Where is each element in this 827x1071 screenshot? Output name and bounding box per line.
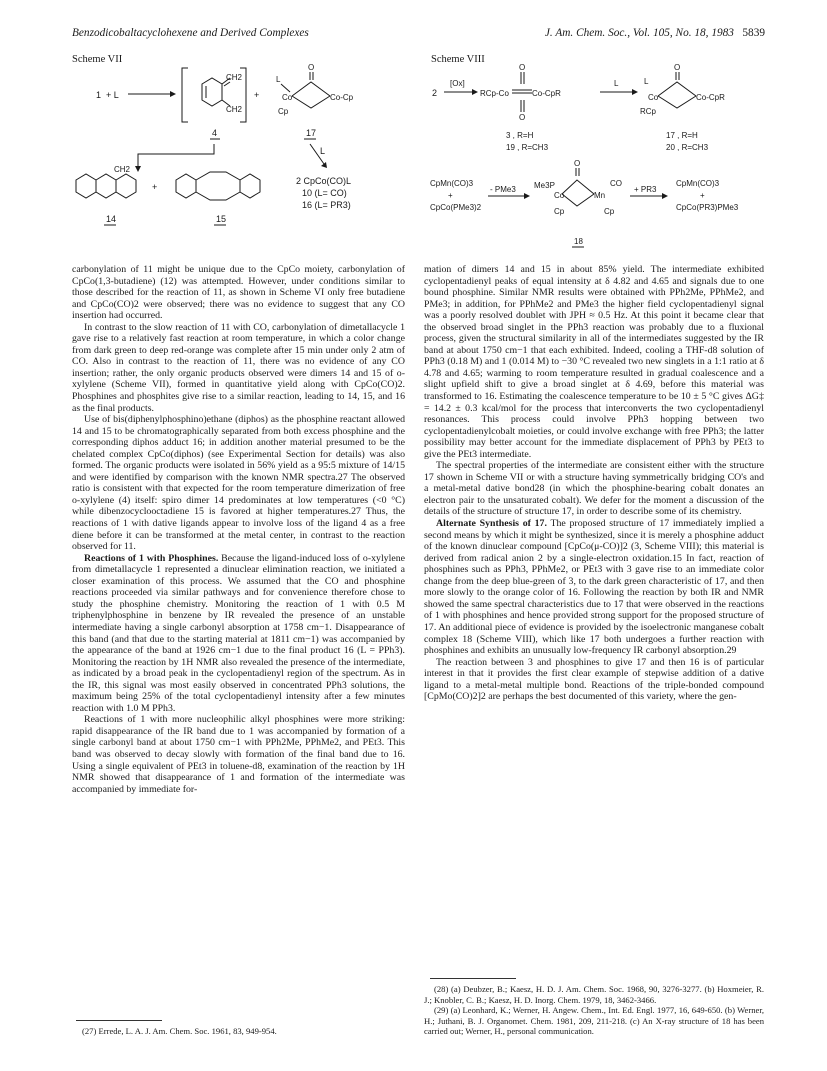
complex17-o: O: [308, 63, 315, 72]
label-3: 3 , R=H: [506, 131, 534, 140]
prod-cpmn: CpMn(CO)3: [676, 179, 720, 188]
complex17-l: L: [276, 75, 281, 84]
journal-citation: [545, 27, 765, 39]
reactant-cpmn: CpMn(CO)3: [430, 179, 474, 188]
plus-pr3: + PR3: [634, 185, 657, 194]
paragraph: In contrast to the slow reaction of 11 with CO, carbonylation of dimetallacycle 1 gave rise to a relatively fast reaction at room temperature, in which a color change from dark green to deep red-orange was complete after 15 min under only 2 atm of CO. Also in contrast to the reaction of 11, there was no evidence of any CO insertion; rather, the only organic products observed were dimers 14 and 15 of o-xylylene (Scheme VII), formed in quantitative yield along with CpCo(CO)2. Phosphines and phosphites give rise to a similar reaction, leading to 14, 15, and 16 as the final products.: [72, 321, 405, 414]
complex17-co-left: Co: [282, 93, 293, 102]
co-cpr: Co-CpR: [532, 89, 561, 98]
cp-right: Cp: [604, 207, 615, 216]
arrow-l: L: [614, 79, 619, 88]
scheme-viii-figure: [428, 62, 768, 262]
prod-l: L: [644, 77, 649, 86]
label-20: 20 , R=CH3: [666, 143, 709, 152]
prod-o: O: [674, 63, 681, 72]
o-top2: O: [574, 159, 581, 168]
mn-center: Mn: [594, 191, 606, 200]
complex17-cp: Cp: [278, 107, 289, 116]
product-16: 16 (L= PR3): [302, 200, 351, 210]
dimer-plus: +: [152, 182, 158, 192]
minus-pme3: - PMe3: [490, 185, 516, 194]
label-15: 15: [216, 214, 227, 224]
prod-rcp: RCp: [640, 107, 657, 116]
xylylene-ch2-top: CH2: [226, 73, 243, 82]
reactant-plus: +: [448, 191, 453, 200]
prod-cpco-pr3: CpCo(PR3)PMe3: [676, 203, 739, 212]
label-14: 14: [106, 214, 117, 224]
footnote-rule-right: [430, 978, 516, 979]
label-17: 17: [306, 128, 317, 138]
arrow-l-label: L: [320, 146, 326, 156]
scheme-vii-title: Scheme VII: [72, 54, 123, 65]
me3p: Me3P: [534, 181, 555, 190]
right-footnotes: [424, 984, 764, 1037]
footnote-27: (27) Errede, L. A. J. Am. Chem. Soc. 1961, 83, 949-954.: [82, 1026, 277, 1036]
footnote-28: (28) (a) Deubzer, B.; Kaesz, H. D. J. Am. Chem. Soc. 1968, 90, 3276-3277. (b) Hoxmeier, R. J.; Knobler, C. B.; Kaesz, H. D. Inorg. Chem. 1979, 18, 3462-3466.: [424, 984, 764, 1005]
label-18: 18: [574, 237, 583, 246]
section-run-in-heading: Alternate Synthesis of 17.: [436, 518, 547, 530]
plus-sign: +: [254, 90, 260, 100]
footnote-29: (29) (a) Leonhard, K.; Werner, H. Angew. Chem., Int. Ed. Engl. 1977, 16, 649-650. (b) Werner, H.; Juthani, B. J. Organomet. Chem. 1981, 209, 211-218. (c) An X-ray structure of 18 has been carried out; Werner, H., personal communication.: [424, 1005, 764, 1036]
paragraph: Reactions of 1 with more nucleophilic alkyl phosphines were more striking: rapid disappearance of the IR band due to 1 was accompanied by formation of a single carbonyl band at about 1750 cm−1 with PPh2Me, PPhMe2, and PEt3. This band was observed to decay slowly with formation of the final band due to 16. Using a single equivalent of PEt3 in toluene-d8, examination of the reaction by 1H NMR showed that disappearance of 1 and formation of the intermediate was accompanied by immediate for-: [72, 714, 405, 795]
prod-co-cpr: Co-CpR: [696, 93, 725, 102]
label-19: 19 , R=CH3: [506, 143, 549, 152]
dimer-ch2: CH2: [114, 165, 131, 174]
footnote-rule-left: [76, 1020, 162, 1021]
o-top: O: [519, 63, 526, 72]
product-cpco: 2 CpCo(CO)L: [296, 176, 352, 186]
prod-co: Co: [648, 93, 659, 102]
scheme-vii-figure: [70, 62, 416, 258]
product-10: 10 (L= CO): [302, 188, 347, 198]
left-footnotes: [72, 1026, 405, 1037]
complex17-co-right: Co-Cp: [330, 93, 354, 102]
paragraph: Alternate Synthesis of 17. The proposed structure of 17 immediately implied a second means by which it might be synthesized, since it is merely a phosphine adduct of the known dinuclear compound [CpCo(μ-CO)]2 (3, Scheme VIII); this material is derived from radical anion 2 by a single-electron oxidation.15 In fact, reaction of phosphines such as PPh3, PPhMe2, or PEt3 with 3 gave rise to an immediate color change from the deep blue-green of 3, to the dark green characteristic of 17, and then more slowly to the orange color of 16. Following the reaction by both IR and NMR showed the same spectral characteristics due to 17 that were observed in the reactions of 1 with phosphines and hence provided strong support for the proposed structure of 17. An additional piece of evidence is provided by the isoelectronic manganese cobalt complex 18 (Scheme VIII), which like 17 both undergoes a further reaction with phosphines and exhibits an unusually low-frequency IR carbonyl absorption.29: [424, 518, 765, 657]
paragraph: The reaction between 3 and phosphines to give 17 and then 16 is of particular interest in that it provides the first clear example of stepwise addition of a dative ligand to a metal-metal multiple bond. Reactions of the triple-bonded compound [CpMo(CO)2]2 are perhaps the best documented of this variety, where the gen-: [424, 656, 764, 703]
running-title: Benzodicobaltacyclohexene and Derived Complexes: [72, 27, 309, 39]
reactant-1: 1: [96, 90, 102, 100]
co-ligand: CO: [610, 179, 622, 188]
section-run-in-heading: Reactions of 1 with Phosphines.: [84, 552, 219, 564]
prod-plus-2: +: [700, 191, 705, 200]
right-column: [424, 264, 764, 703]
label-4: 4: [212, 128, 218, 138]
prefix-2: 2: [432, 88, 438, 98]
journal-name: J. Am. Chem. Soc., Vol. 105, No. 18, 1983: [544, 27, 734, 39]
paragraph: Reactions of 1 with Phosphines. Because the ligand-induced loss of o-xylylene from dimetallacycle 1 represented a dinuclear elimination reaction, we initiated a closer examination of this process. We assumed that the CO and phosphine reactions proceeded via similar pathways and for convenience therefore chose to study the phosphine chemistry. Monitoring the reaction of 1 with 0.5 M triphenylphosphine in benzene by IR revealed the presence of an unstable intermediate having a single carbonyl absorption at 1758 cm−1. Disappearance of this band (and that due to the starting material at 1811 cm−1) was accompanied by the appearance of the band at 1926 cm−1 due to the final product 16 (L = PPh3). Monitoring the reaction by 1H NMR also revealed the presence of the intermediate, as indicated by a broad peak in the cyclopentadienyl region of the spectrum. As in the IR, this signal was most easily observed in concentrated PPh3 solutions, the maximum being 25% of the total cyclopentadienyl intensity after a few minutes reaction with 1.0 M PPh3.: [72, 552, 405, 714]
co-center: Co: [554, 191, 565, 200]
paragraph: carbonylation of 11 might be unique due to the CpCo moiety, carbonylation of CpCo(1,3-butadiene) (12) was attempted. However, under conditions similar to those described for the reaction of 11, as shown in Scheme VI only free butadiene and CpCo(CO)2 were observed; there was no evidence to suggest that any CO insertion had occurred.: [72, 264, 405, 322]
cp-left: Cp: [554, 207, 565, 216]
rcp-co: RCp-Co: [480, 89, 509, 98]
page-number: 5839: [742, 27, 765, 39]
paragraph: mation of dimers 14 and 15 in about 85% yield. The intermediate exhibited cyclopentadienyl peaks of equal intensity at δ 4.82 and 4.65 and signals due to one bound phosphine. Similar NMR results were obtained with PPh2Me, PPhMe2, and PMe3; in addition, for PPhMe2 and PMe3 the higher field cyclopentadienyl signal was a poorly resolved doublet with JPH ≈ 0.5 Hz. At this point it became clear that the observed broad singlet in the PPh3 reaction was probably due to a fluxional process, given the structural similarity in all of the intermediates suggested by the IR band at about 1750 cm−1 that each exhibited. Indeed, cooling a THF-d8 solution of PPh3 (0.18 M) and 1 (0.014 M) to −30 °C revealed two new singlets in a 1:1 ratio at δ 4.78 and 4.65; warming to room temperature resulted in gradual coalescence and a slight upfield shift to give a broad singlet at δ 4.69, before this material was transformed to 16. Estimating the coalescence temperature to be 10 ± 5 °C gives ΔG‡ = 14.2 ± 0.3 kcal/mol for the process that interconverts the two cyclopentadienyl resonances. This process could involve PPh3 hopping between two cyclopentadienylcobalt moieties, or could involve exchange with free PPh3; the latter possibility may better account for the immediate displacement of PPh3 by PEt3 to give the PEt3 intermediate.: [424, 264, 764, 460]
left-column: [72, 264, 405, 795]
plus-l: + L: [106, 90, 119, 100]
paragraph: The spectral properties of the intermediate are consistent either with the structure 17 shown in Scheme VII or with a structure having symmetrically bridging CO's and a metal-metal dative bond28 (in which the phosphine-bearing cobalt donates an electron pair to the unsaturated cobalt). We defer for the moment a discussion of the details of the structure of structure 17, in order to describe some of its chemistry.: [424, 460, 764, 518]
o-bottom: O: [519, 113, 526, 122]
xylylene-ch2-bottom: CH2: [226, 105, 243, 114]
ox-label: [Ox]: [450, 79, 465, 88]
paragraph: Use of bis(diphenylphosphino)ethane (diphos) as the phosphine reactant allowed 14 and 15 to be chromatographically separated from both excess phosphine and the corresponding diphos adduct 16; in addition another material presumed to be the chelated complex CpCo(diphos) (see Experimental Section for details) was also formed. The organic products were isolated in 56% yield as a 95:5 mixture of 14/15 and were identified by comparison with the known NMR spectra.27 The observed ratio is consistent with that expected for the room temperature dimerization of free o-xylylene (4) itself: spiro dimer 14 predominates at low temperatures (<0 °C) while dibenzocyclooctadiene 15 is favored at higher temperatures.27 Thus, the reactions of 1 with dative ligands appear to involve loss of the ligand 4 as a free diene before it can be transformed at the metal center, in contrast to the reaction observed for 11.: [72, 414, 405, 553]
scheme-viii-title: Scheme VIII: [431, 54, 485, 65]
reactant-cpco: CpCo(PMe3)2: [430, 203, 482, 212]
label-17b: 17 , R=H: [666, 131, 698, 140]
